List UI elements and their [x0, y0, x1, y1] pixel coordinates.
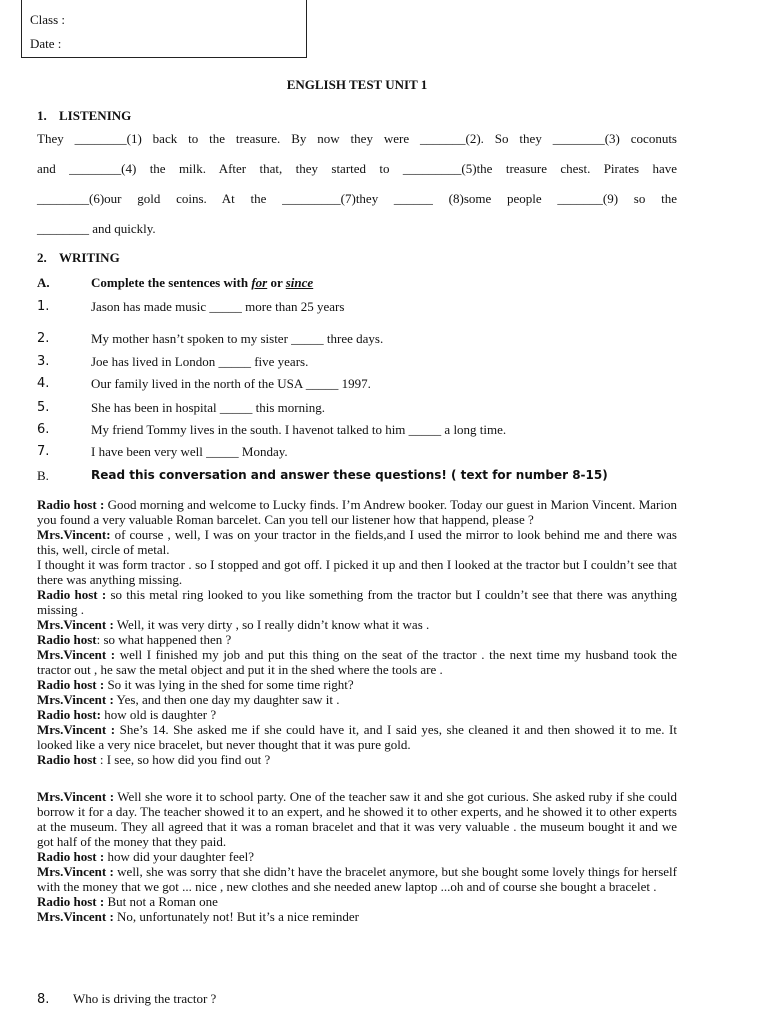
question-text: She has been in hospital _____ this morning.: [91, 400, 325, 415]
speaker-label: Mrs.Vincent :: [37, 864, 114, 879]
speaker-label: Radio host: [37, 752, 97, 767]
dialogue-line: [37, 894, 677, 909]
header-box: [21, 0, 307, 58]
dialogue-line: [37, 864, 677, 894]
question-number: 8.: [37, 992, 50, 1007]
dialogue-text: She’s 14. She asked me if she could have it, and I said yes, she cleaned it and then showed it to me. It looked like a very nice bracelet, but never thought that it was pure gold.: [37, 722, 677, 752]
dialogue-line: [37, 707, 677, 722]
instr-text: or: [267, 275, 286, 290]
question-number: 6.: [37, 422, 50, 437]
speaker-label: Mrs.Vincent:: [37, 527, 111, 542]
dialogue-line: [37, 632, 677, 647]
question-text: Our family lived in the north of the USA _____ 1997.: [91, 376, 371, 391]
section-title: LISTENING: [59, 108, 132, 123]
dialogue-line: [37, 909, 677, 924]
class-label: Class :: [30, 12, 66, 27]
section-number: 1.: [37, 108, 47, 123]
question-number: 5.: [37, 400, 50, 415]
question-text: My mother hasn’t spoken to my sister _____ three days.: [91, 331, 384, 346]
part-a-text: [91, 275, 313, 291]
question-text: Joe has lived in London _____ five years.: [91, 354, 309, 369]
question-text: I have been very well _____ Monday.: [91, 444, 288, 459]
question-number: 3.: [37, 354, 50, 369]
question-number: 1.: [37, 299, 50, 314]
page-title: ENGLISH TEST UNIT 1: [286, 77, 428, 92]
dialogue-text: how did your daughter feel?: [104, 849, 254, 864]
dialogue-text: how old is daughter ?: [100, 707, 217, 722]
instr-text: Complete the sentences with: [91, 275, 252, 290]
speaker-label: Radio host :: [37, 587, 107, 602]
dialogue-text: Well, it was very dirty , so I really didn’t know what it was .: [113, 617, 430, 632]
dialogue-line: [37, 789, 677, 849]
dialogue-line: [37, 647, 677, 677]
dialogue-line: [37, 497, 677, 527]
question-row: [37, 991, 216, 1007]
speaker-label: Radio host:: [37, 707, 101, 722]
speaker-label: Radio host :: [37, 894, 105, 909]
listening-line-2: and ________(4) the milk. After that, they started to _________(5)the treasure chest. Pirates have: [37, 161, 677, 176]
dialogue-line: [37, 557, 677, 587]
question-number: 4.: [37, 376, 50, 391]
keyword-since: since: [285, 275, 314, 290]
part-letter: A.: [37, 275, 50, 290]
dialogue-text: : so what happened then ?: [96, 632, 232, 647]
dialogue-text: well, she was sorry that she didn’t have the bracelet anymore, but she bought some lovely things for herself with the money that we got ... nice , new clothes and she needed anew laptop ...oh and of course she bought a bracelet .: [37, 864, 677, 894]
speaker-label: Radio host :: [37, 497, 105, 512]
dialogue-text: Well she wore it to school party. One of the teacher saw it and she got curious. She asked ruby if she could borrow it for a day. The teacher showed it to an expert, and he showed it to other experts, and he showed it to other experts at the museum. They all agreed that it was a roman bracelet and that it was very valuable . the museum bought it and we got half of the money that they paid.: [37, 789, 677, 849]
question-text: Who is driving the tractor ?: [73, 991, 217, 1006]
question-text: Jason has made music _____ more than 25 years: [91, 299, 345, 314]
dialogue-text: Good morning and welcome to Lucky finds. I’m Andrew booker. Today our guest in Marion Vincent. Marion you found a very valuable Roman barcelet. Can you tell our listener how that happend, please ?: [37, 497, 677, 527]
conversation-block-1: [37, 497, 677, 767]
dialogue-line: [37, 617, 677, 632]
dialogue-text: of course , well, I was on your tractor in the fields,and I used the mirror to look behind me and there was this, well, circle of metal.: [37, 527, 677, 557]
dialogue-text: Yes, and then one day my daughter saw it .: [113, 692, 340, 707]
date-label: Date :: [30, 36, 62, 51]
dialogue-line: [37, 677, 677, 692]
dialogue-text: so this metal ring looked to you like something from the tractor but I couldn’t see that there was anything missing .: [37, 587, 677, 617]
listening-line-1: They ________(1) back to the treasure. By now they were _______(2). So they ________(3) coconuts: [37, 131, 677, 146]
question-number: 7.: [37, 444, 50, 459]
dialogue-text: So it was lying in the shed for some time right?: [104, 677, 354, 692]
section-writing-heading: [37, 250, 120, 266]
part-letter: B.: [37, 468, 49, 483]
keyword-for: for: [251, 275, 268, 290]
dialogue-text: : I see, so how did you find out ?: [96, 752, 271, 767]
section-number: 2.: [37, 250, 47, 265]
listening-line-3: ________(6)our gold coins. At the _________(7)they ______ (8)some people _______(9) so the: [37, 191, 677, 206]
speaker-label: Radio host :: [37, 849, 105, 864]
speaker-label: Mrs.Vincent :: [37, 692, 114, 707]
dialogue-line: [37, 587, 677, 617]
speaker-label: Mrs.Vincent :: [37, 647, 116, 662]
section-title: WRITING: [59, 250, 120, 265]
dialogue-text: well I finished my job and put this thing on the seat of the tractor . the next time my husband took the tractor out , he saw the metal object and put it in the shed where the tools are .: [37, 647, 678, 677]
dialogue-line: [37, 752, 677, 767]
speaker-label: Mrs.Vincent :: [37, 789, 115, 804]
question-number: 2.: [37, 331, 50, 346]
speaker-label: Radio host: [37, 632, 97, 647]
dialogue-text: No, unfortunately not! But it’s a nice reminder: [113, 909, 359, 924]
speaker-label: Mrs.Vincent :: [37, 617, 114, 632]
part-b-text: Read this conversation and answer these questions! ( text for number 8-15): [91, 468, 608, 482]
dialogue-line: [37, 722, 677, 752]
section-listening-heading: [37, 108, 131, 124]
listening-line-4: ________ and quickly.: [37, 221, 156, 236]
dialogue-line: [37, 692, 677, 707]
speaker-label: Mrs.Vincent :: [37, 909, 114, 924]
question-text: My friend Tommy lives in the south. I havenot talked to him _____ a long time.: [91, 422, 507, 437]
conversation-block-2: [37, 789, 677, 924]
speaker-label: Mrs.Vincent :: [37, 722, 116, 737]
dialogue-text: I thought it was form tractor . so I stopped and got off. I picked it up and then I looked at the tractor but I couldn’t see that there was anything missing.: [37, 557, 677, 587]
dialogue-text: But not a Roman one: [104, 894, 218, 909]
speaker-label: Radio host :: [37, 677, 105, 692]
dialogue-line: [37, 527, 677, 557]
dialogue-line: [37, 849, 677, 864]
